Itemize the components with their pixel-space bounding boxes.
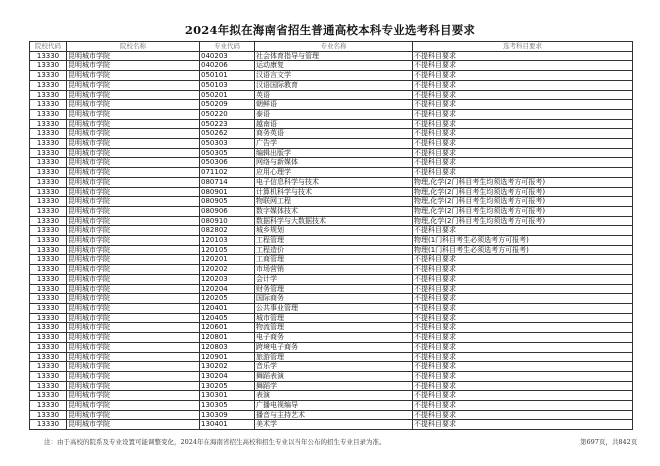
cell-major-name: 城乡规划 [255, 226, 413, 236]
table-row [30, 265, 633, 275]
cell-subject-requirement: 不提科目要求 [413, 362, 633, 372]
table-row [30, 226, 633, 236]
cell-subject-requirement: 不提科目要求 [413, 303, 633, 313]
header-major-code: 专业代码 [200, 42, 255, 52]
cell-school-name: 昆明城市学院 [67, 236, 200, 246]
table-row [30, 391, 633, 401]
cell-school-name: 昆明城市学院 [67, 216, 200, 226]
cell-major-name: 物联网工程 [255, 197, 413, 207]
cell-major-name: 公共事业管理 [255, 303, 413, 313]
cell-major-code: 050303 [200, 139, 255, 149]
cell-school-code: 13330 [30, 245, 67, 255]
cell-school-code: 13330 [30, 236, 67, 246]
cell-school-name: 昆明城市学院 [67, 119, 200, 129]
cell-major-name: 应用心理学 [255, 168, 413, 178]
header-school-name: 院校名称 [67, 42, 200, 52]
cell-subject-requirement: 不提科目要求 [413, 371, 633, 381]
table-row [30, 71, 633, 81]
cell-subject-requirement: 不提科目要求 [413, 119, 633, 129]
cell-school-name: 昆明城市学院 [67, 303, 200, 313]
cell-major-code: 080901 [200, 187, 255, 197]
table-row [30, 206, 633, 216]
cell-major-code: 120201 [200, 255, 255, 265]
cell-subject-requirement: 不提科目要求 [413, 80, 633, 90]
cell-school-name: 昆明城市学院 [67, 206, 200, 216]
cell-subject-requirement: 不提科目要求 [413, 342, 633, 352]
cell-school-code: 13330 [30, 148, 67, 158]
cell-school-code: 13330 [30, 303, 67, 313]
cell-major-code: 050305 [200, 148, 255, 158]
cell-subject-requirement: 不提科目要求 [413, 139, 633, 149]
header-major-name: 专业名称 [255, 42, 413, 52]
cell-major-name: 工商管理 [255, 255, 413, 265]
cell-school-name: 昆明城市学院 [67, 342, 200, 352]
cell-school-name: 昆明城市学院 [67, 323, 200, 333]
cell-school-code: 13330 [30, 323, 67, 333]
cell-subject-requirement: 不提科目要求 [413, 274, 633, 284]
header-subject-requirement: 选考科目要求 [413, 42, 633, 52]
cell-school-code: 13330 [30, 371, 67, 381]
table-row [30, 362, 633, 372]
cell-major-name: 运动康复 [255, 61, 413, 71]
cell-subject-requirement: 不提科目要求 [413, 255, 633, 265]
cell-school-name: 昆明城市学院 [67, 148, 200, 158]
cell-school-name: 昆明城市学院 [67, 139, 200, 149]
cell-school-code: 13330 [30, 109, 67, 119]
cell-major-name: 音乐学 [255, 362, 413, 372]
cell-school-name: 昆明城市学院 [67, 381, 200, 391]
cell-school-code: 13330 [30, 51, 67, 61]
table-row [30, 420, 633, 430]
cell-subject-requirement: 不提科目要求 [413, 51, 633, 61]
cell-school-code: 13330 [30, 362, 67, 372]
header-school-code: 院校代码 [30, 42, 67, 52]
cell-major-code: 130301 [200, 391, 255, 401]
cell-subject-requirement: 不提科目要求 [413, 284, 633, 294]
table-row [30, 90, 633, 100]
cell-school-name: 昆明城市学院 [67, 168, 200, 178]
cell-subject-requirement: 物理(1门科目考生必须选考方可报考) [413, 245, 633, 255]
cell-subject-requirement: 物理,化学(2门科目考生均须选考方可报考) [413, 216, 633, 226]
cell-major-name: 电子商务 [255, 333, 413, 343]
table-row [30, 333, 633, 343]
cell-major-code: 130305 [200, 401, 255, 411]
cell-school-name: 昆明城市学院 [67, 294, 200, 304]
cell-major-code: 050223 [200, 119, 255, 129]
table-row [30, 216, 633, 226]
table-row [30, 119, 633, 129]
cell-school-code: 13330 [30, 139, 67, 149]
cell-major-code: 080905 [200, 197, 255, 207]
cell-school-code: 13330 [30, 168, 67, 178]
table-row [30, 177, 633, 187]
cell-school-name: 昆明城市学院 [67, 352, 200, 362]
cell-school-name: 昆明城市学院 [67, 71, 200, 81]
table-row [30, 371, 633, 381]
cell-major-name: 数据科学与大数据技术 [255, 216, 413, 226]
cell-subject-requirement: 不提科目要求 [413, 391, 633, 401]
table-row [30, 274, 633, 284]
cell-subject-requirement: 不提科目要求 [413, 109, 633, 119]
cell-school-code: 13330 [30, 381, 67, 391]
cell-subject-requirement: 不提科目要求 [413, 158, 633, 168]
cell-school-code: 13330 [30, 255, 67, 265]
table-row [30, 187, 633, 197]
cell-major-code: 071102 [200, 168, 255, 178]
cell-major-name: 国际商务 [255, 294, 413, 304]
table-row [30, 381, 633, 391]
cell-school-code: 13330 [30, 274, 67, 284]
table-row [30, 236, 633, 246]
cell-subject-requirement: 不提科目要求 [413, 294, 633, 304]
cell-major-code: 130309 [200, 410, 255, 420]
cell-school-name: 昆明城市学院 [67, 158, 200, 168]
cell-subject-requirement: 不提科目要求 [413, 381, 633, 391]
table-row [30, 61, 633, 71]
cell-school-name: 昆明城市学院 [67, 187, 200, 197]
cell-school-code: 13330 [30, 333, 67, 343]
cell-school-code: 13330 [30, 284, 67, 294]
cell-school-name: 昆明城市学院 [67, 362, 200, 372]
cell-major-name: 表演 [255, 391, 413, 401]
table-row [30, 80, 633, 90]
cell-subject-requirement: 不提科目要求 [413, 265, 633, 275]
cell-major-code: 040206 [200, 61, 255, 71]
cell-major-name: 编辑出版学 [255, 148, 413, 158]
cell-school-code: 13330 [30, 391, 67, 401]
cell-major-code: 120405 [200, 313, 255, 323]
cell-school-code: 13330 [30, 313, 67, 323]
table-row [30, 401, 633, 411]
cell-school-name: 昆明城市学院 [67, 51, 200, 61]
cell-school-code: 13330 [30, 206, 67, 216]
cell-major-code: 130205 [200, 381, 255, 391]
cell-school-name: 昆明城市学院 [67, 100, 200, 110]
cell-major-name: 美术学 [255, 420, 413, 430]
cell-school-code: 13330 [30, 177, 67, 187]
cell-subject-requirement: 不提科目要求 [413, 401, 633, 411]
cell-major-code: 120803 [200, 342, 255, 352]
table-header-row [30, 42, 633, 52]
cell-major-name: 广播电视编导 [255, 401, 413, 411]
cell-major-code: 120204 [200, 284, 255, 294]
cell-school-code: 13330 [30, 352, 67, 362]
cell-major-name: 计算机科学与技术 [255, 187, 413, 197]
cell-major-name: 舞蹈表演 [255, 371, 413, 381]
cell-school-code: 13330 [30, 226, 67, 236]
cell-major-code: 082802 [200, 226, 255, 236]
cell-subject-requirement: 不提科目要求 [413, 71, 633, 81]
page-indicator: 第697页，共842页 [580, 438, 638, 446]
cell-major-name: 会计学 [255, 274, 413, 284]
cell-subject-requirement: 不提科目要求 [413, 148, 633, 158]
table-row [30, 100, 633, 110]
cell-major-code: 080906 [200, 206, 255, 216]
cell-major-code: 120202 [200, 265, 255, 275]
cell-school-name: 昆明城市学院 [67, 197, 200, 207]
table-row [30, 342, 633, 352]
cell-school-code: 13330 [30, 187, 67, 197]
cell-major-name: 工程管理 [255, 236, 413, 246]
cell-subject-requirement: 物理,化学(2门科目考生均须选考方可报考) [413, 197, 633, 207]
cell-school-name: 昆明城市学院 [67, 61, 200, 71]
cell-major-code: 120401 [200, 303, 255, 313]
cell-subject-requirement: 物理(1门科目考生必须选考方可报考) [413, 236, 633, 246]
cell-school-name: 昆明城市学院 [67, 90, 200, 100]
table-row [30, 323, 633, 333]
cell-major-name: 跨境电子商务 [255, 342, 413, 352]
cell-school-name: 昆明城市学院 [67, 420, 200, 430]
cell-school-name: 昆明城市学院 [67, 80, 200, 90]
cell-school-code: 13330 [30, 90, 67, 100]
table-row [30, 139, 633, 149]
table-row [30, 313, 633, 323]
cell-school-name: 昆明城市学院 [67, 410, 200, 420]
cell-school-code: 13330 [30, 197, 67, 207]
cell-major-name: 广告学 [255, 139, 413, 149]
cell-school-name: 昆明城市学院 [67, 401, 200, 411]
cell-subject-requirement: 不提科目要求 [413, 61, 633, 71]
cell-major-code: 120103 [200, 236, 255, 246]
cell-major-code: 050220 [200, 109, 255, 119]
cell-subject-requirement: 不提科目要求 [413, 323, 633, 333]
cell-school-name: 昆明城市学院 [67, 265, 200, 275]
table-row [30, 129, 633, 139]
cell-school-code: 13330 [30, 342, 67, 352]
cell-major-code: 050103 [200, 80, 255, 90]
cell-subject-requirement: 不提科目要求 [413, 90, 633, 100]
cell-major-code: 120203 [200, 274, 255, 284]
cell-major-code: 120601 [200, 323, 255, 333]
cell-major-code: 120801 [200, 333, 255, 343]
cell-major-name: 播音与主持艺术 [255, 410, 413, 420]
cell-major-code: 050101 [200, 71, 255, 81]
cell-school-name: 昆明城市学院 [67, 333, 200, 343]
cell-subject-requirement: 物理,化学(2门科目考生均须选考方可报考) [413, 206, 633, 216]
table-row [30, 352, 633, 362]
table-row [30, 294, 633, 304]
cell-major-code: 130204 [200, 371, 255, 381]
cell-major-code: 050262 [200, 129, 255, 139]
cell-major-code: 130202 [200, 362, 255, 372]
cell-subject-requirement: 不提科目要求 [413, 333, 633, 343]
cell-major-name: 物流管理 [255, 323, 413, 333]
cell-major-name: 网络与新媒体 [255, 158, 413, 168]
table-row [30, 284, 633, 294]
cell-major-name: 旅游管理 [255, 352, 413, 362]
cell-school-name: 昆明城市学院 [67, 371, 200, 381]
cell-school-code: 13330 [30, 158, 67, 168]
cell-major-name: 朝鲜语 [255, 100, 413, 110]
cell-school-code: 13330 [30, 119, 67, 129]
table-row [30, 303, 633, 313]
cell-school-code: 13330 [30, 265, 67, 275]
table-row [30, 197, 633, 207]
table-body [30, 51, 633, 429]
cell-major-name: 市场营销 [255, 265, 413, 275]
cell-major-name: 财务管理 [255, 284, 413, 294]
cell-subject-requirement: 不提科目要求 [413, 226, 633, 236]
cell-major-name: 泰语 [255, 109, 413, 119]
cell-major-name: 越南语 [255, 119, 413, 129]
cell-school-code: 13330 [30, 129, 67, 139]
cell-school-code: 13330 [30, 100, 67, 110]
table-row [30, 158, 633, 168]
cell-school-name: 昆明城市学院 [67, 226, 200, 236]
cell-major-code: 120205 [200, 294, 255, 304]
cell-subject-requirement: 物理,化学(2门科目考生均须选考方可报考) [413, 187, 633, 197]
cell-subject-requirement: 不提科目要求 [413, 420, 633, 430]
cell-school-name: 昆明城市学院 [67, 255, 200, 265]
cell-school-code: 13330 [30, 216, 67, 226]
table-row [30, 168, 633, 178]
cell-school-name: 昆明城市学院 [67, 391, 200, 401]
cell-school-code: 13330 [30, 61, 67, 71]
cell-school-code: 13330 [30, 71, 67, 81]
table-row [30, 148, 633, 158]
cell-subject-requirement: 不提科目要求 [413, 410, 633, 420]
cell-major-code: 080910 [200, 216, 255, 226]
cell-school-name: 昆明城市学院 [67, 177, 200, 187]
cell-major-code: 080714 [200, 177, 255, 187]
table-row [30, 51, 633, 61]
cell-major-code: 050209 [200, 100, 255, 110]
cell-subject-requirement: 不提科目要求 [413, 313, 633, 323]
cell-major-code: 040203 [200, 51, 255, 61]
cell-school-name: 昆明城市学院 [67, 245, 200, 255]
cell-major-name: 舞蹈学 [255, 381, 413, 391]
cell-school-name: 昆明城市学院 [67, 274, 200, 284]
table-row [30, 109, 633, 119]
cell-major-name: 英语 [255, 90, 413, 100]
cell-school-code: 13330 [30, 401, 67, 411]
cell-major-name: 汉语国际教育 [255, 80, 413, 90]
cell-major-code: 120105 [200, 245, 255, 255]
cell-school-code: 13330 [30, 410, 67, 420]
cell-major-name: 数字媒体技术 [255, 206, 413, 216]
cell-subject-requirement: 不提科目要求 [413, 352, 633, 362]
footer-note: 注：由于高校的院系及专业设置可能调整变化，2024年在海南省招生高校和招生专业以当年公布的招生专业目录为准。 [44, 438, 386, 446]
cell-major-name: 城市管理 [255, 313, 413, 323]
cell-major-code: 120901 [200, 352, 255, 362]
cell-subject-requirement: 不提科目要求 [413, 129, 633, 139]
cell-subject-requirement: 不提科目要求 [413, 168, 633, 178]
cell-school-code: 13330 [30, 294, 67, 304]
page-title: 2024年拟在海南省招生普通高校本科专业选考科目要求 [184, 23, 476, 37]
table-row [30, 245, 633, 255]
cell-major-name: 商务英语 [255, 129, 413, 139]
cell-school-name: 昆明城市学院 [67, 284, 200, 294]
cell-major-code: 130401 [200, 420, 255, 430]
cell-school-name: 昆明城市学院 [67, 313, 200, 323]
cell-school-name: 昆明城市学院 [67, 109, 200, 119]
cell-major-name: 汉语言文学 [255, 71, 413, 81]
cell-major-name: 电子信息科学与技术 [255, 177, 413, 187]
cell-school-name: 昆明城市学院 [67, 129, 200, 139]
cell-school-code: 13330 [30, 420, 67, 430]
cell-school-code: 13330 [30, 80, 67, 90]
table-row [30, 410, 633, 420]
requirements-table [29, 41, 633, 430]
cell-major-code: 050201 [200, 90, 255, 100]
cell-major-code: 050306 [200, 158, 255, 168]
cell-subject-requirement: 不提科目要求 [413, 100, 633, 110]
cell-subject-requirement: 物理,化学(2门科目考生均须选考方可报考) [413, 177, 633, 187]
table-row [30, 255, 633, 265]
cell-major-name: 社会体育指导与管理 [255, 51, 413, 61]
cell-major-name: 工程造价 [255, 245, 413, 255]
